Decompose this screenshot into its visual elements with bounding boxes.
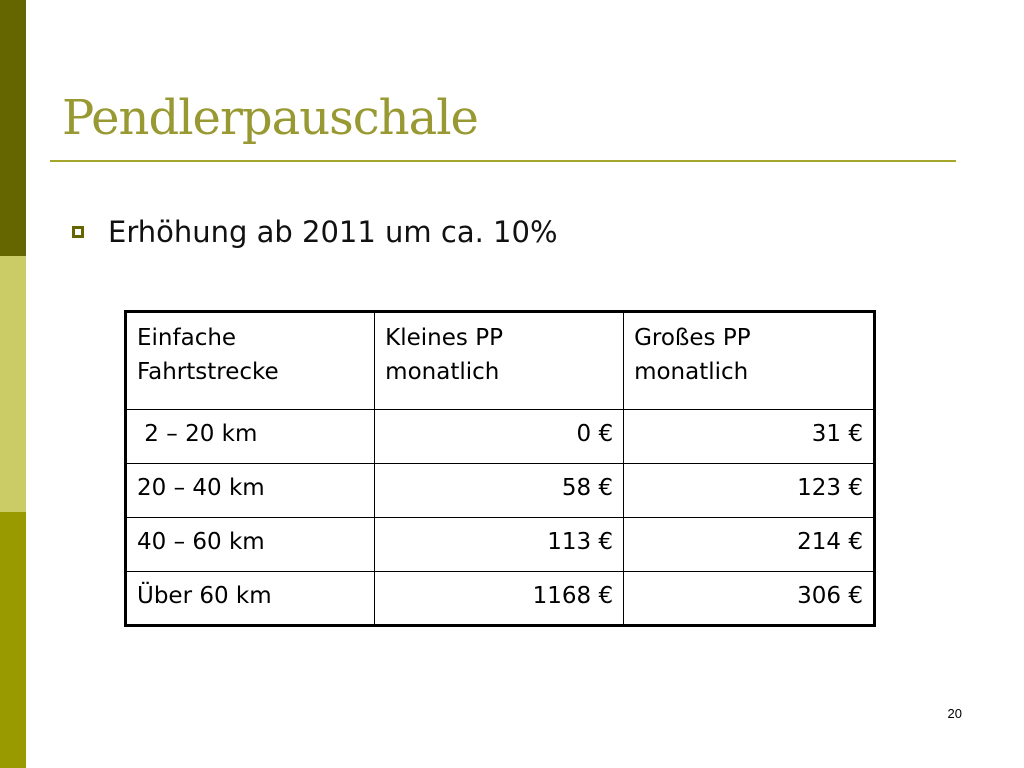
commuter-allowance-table [124,310,876,627]
header-cell-small-pp: Kleines PP monatlich [375,312,624,410]
bullet-item [72,210,558,254]
hollow-square-bullet-icon [72,226,84,238]
header-cell-large-pp: Großes PP monatlich [624,312,875,410]
large-pp-cell: 31 € [624,410,875,464]
sidebar-band-top [0,0,26,256]
large-pp-cell: 123 € [624,464,875,518]
title-divider [50,160,956,162]
slide-title: Pendlerpauschale [62,90,478,146]
table-row [126,410,875,464]
page-number: 20 [947,706,962,721]
large-pp-cell: 306 € [624,572,875,626]
distance-cell: 20 – 40 km [126,464,375,518]
sidebar-band-middle [0,256,26,512]
distance-cell: Über 60 km [126,572,375,626]
distance-cell: 2 – 20 km [126,410,375,464]
table-row [126,518,875,572]
sidebar-band-bottom [0,512,26,768]
small-pp-cell: 0 € [375,410,624,464]
small-pp-cell: 58 € [375,464,624,518]
table-row [126,572,875,626]
distance-cell: 40 – 60 km [126,518,375,572]
table-header-row [126,312,875,410]
small-pp-cell: 1168 € [375,572,624,626]
large-pp-cell: 214 € [624,518,875,572]
header-cell-distance: Einfache Fahrtstrecke [126,312,375,410]
bullet-text: Erhöhung ab 2011 um ca. 10% [108,215,558,249]
small-pp-cell: 113 € [375,518,624,572]
table-row [126,464,875,518]
